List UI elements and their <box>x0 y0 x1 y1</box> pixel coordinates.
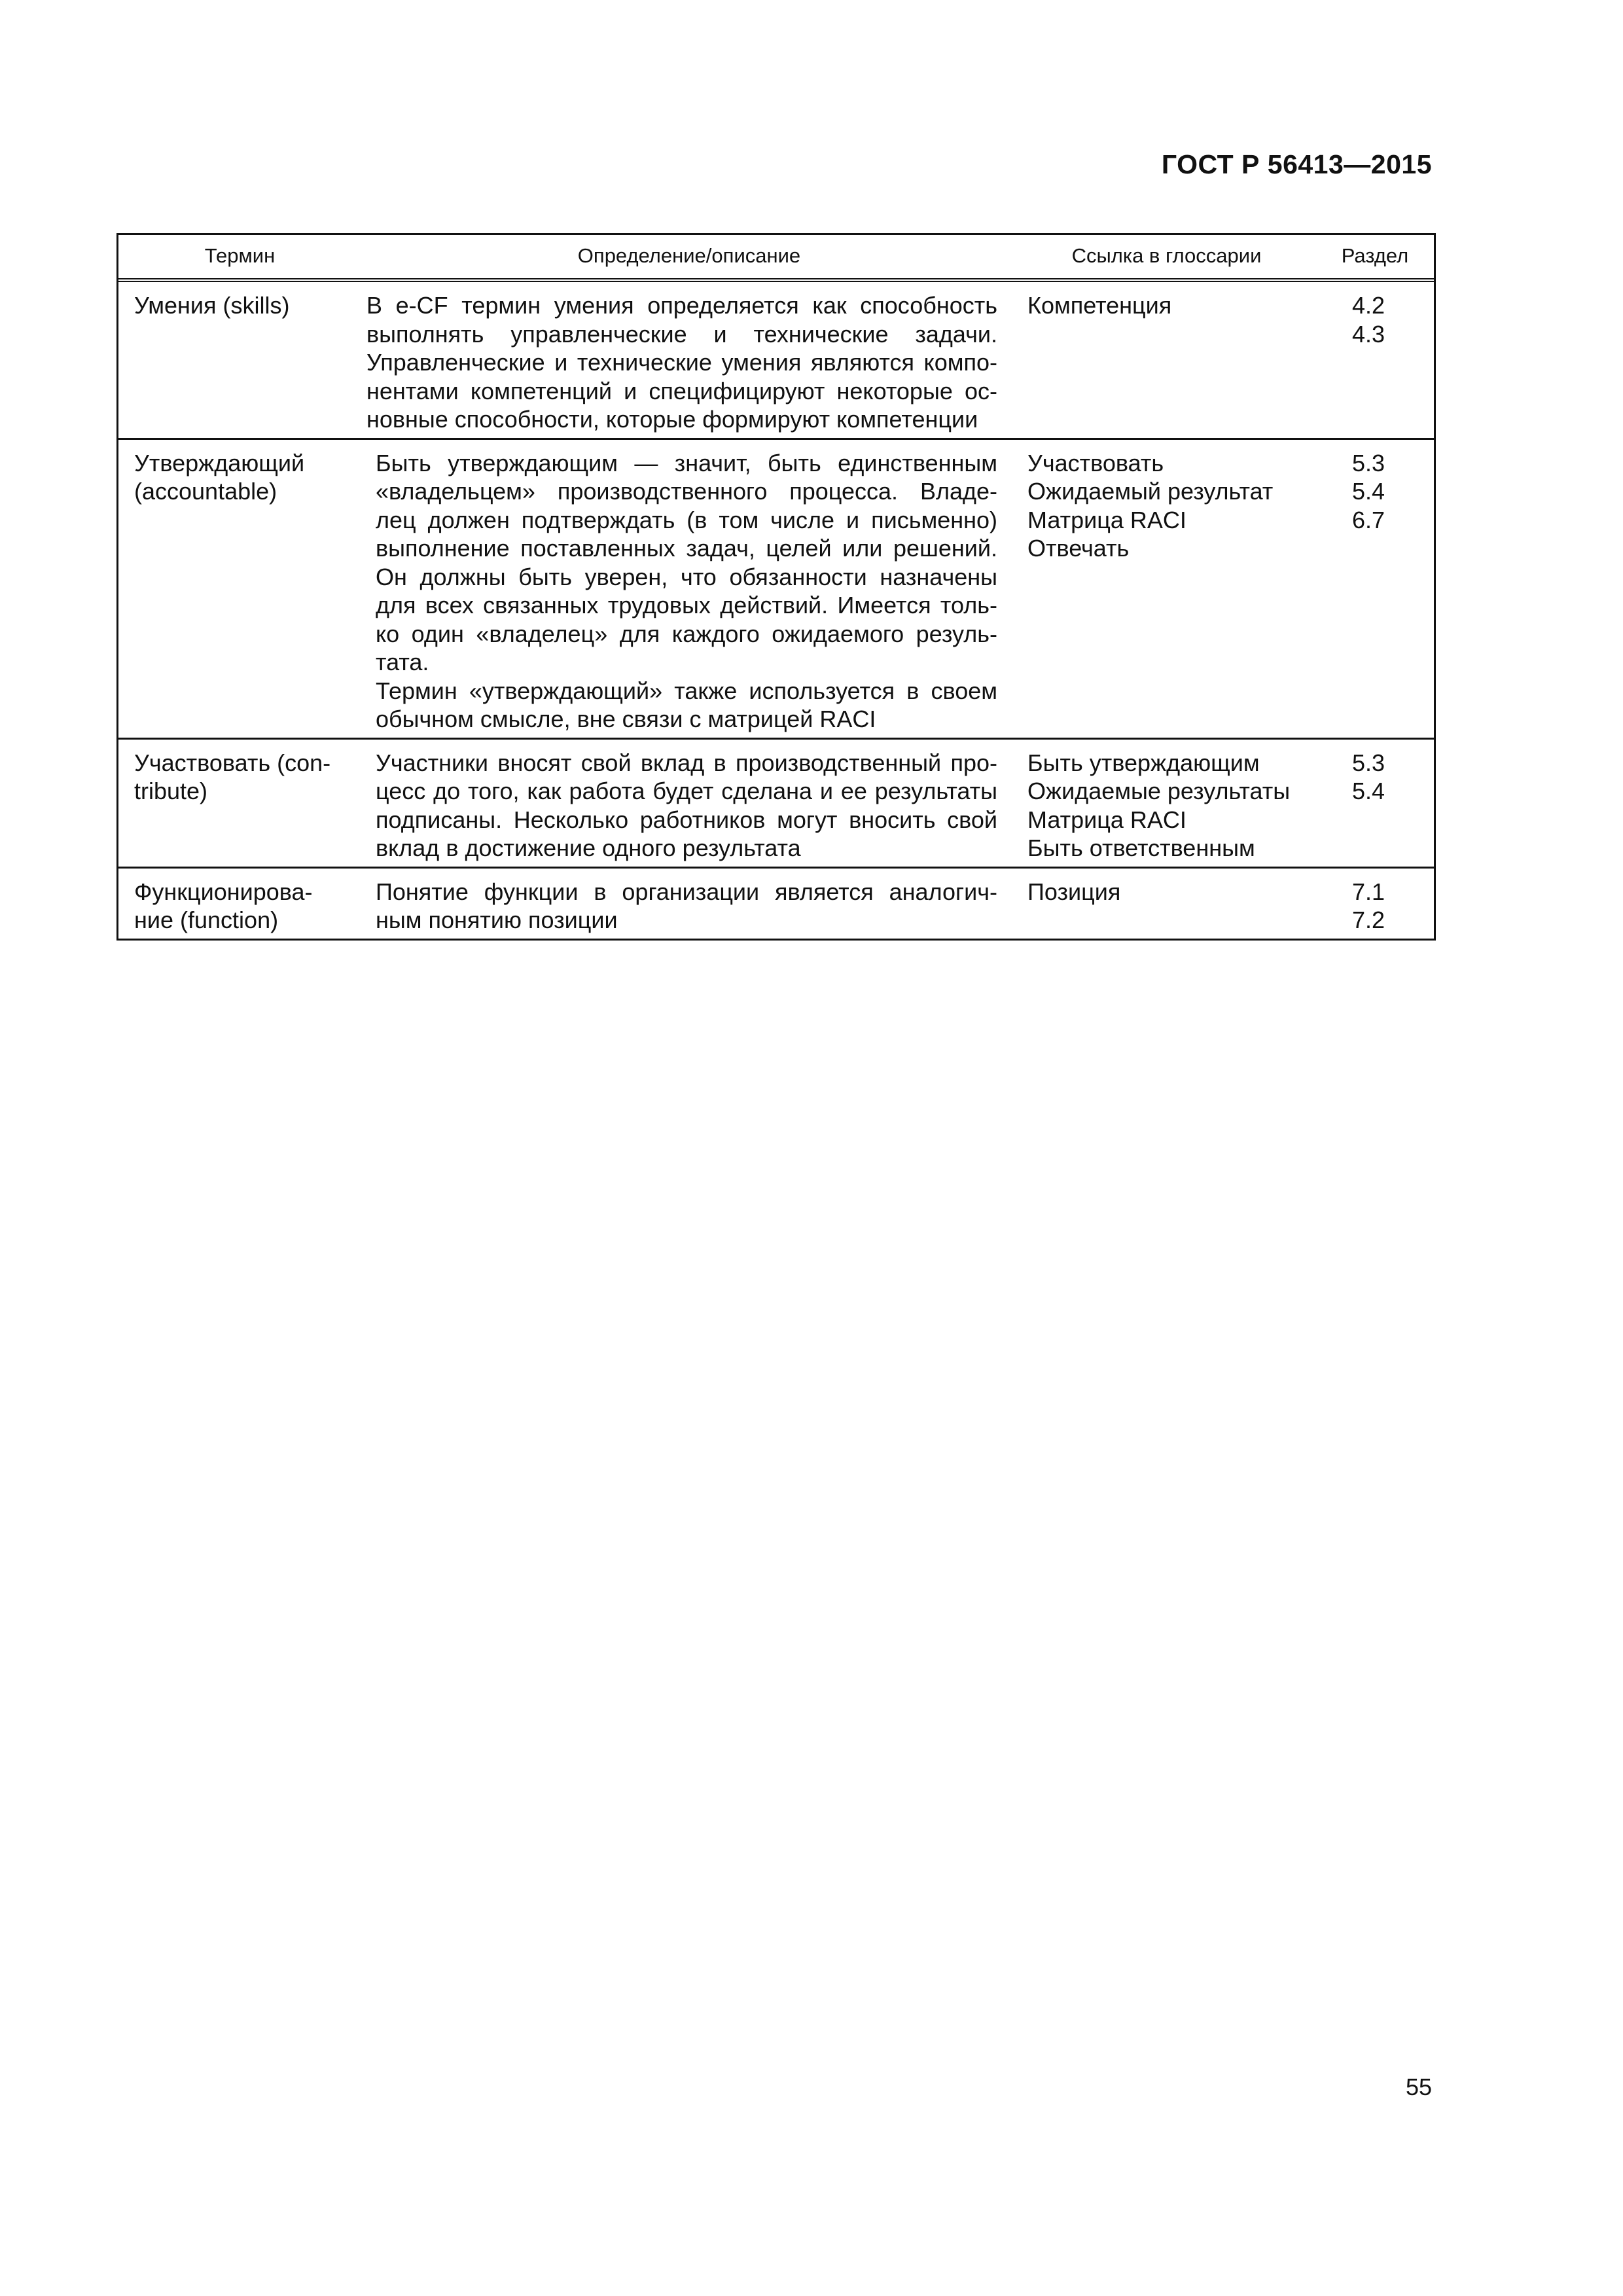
term-cell <box>118 439 361 738</box>
definition-line: «владельцем» производственного процесса. Владе- <box>376 478 997 505</box>
section-cell <box>1316 738 1434 867</box>
column-header-glossary-ref: Ссылка в глоссарии <box>1017 235 1316 280</box>
glossary-ref-cell <box>1017 439 1316 738</box>
glossary-ref: Матрица RACI <box>1027 806 1186 833</box>
glossary-ref: Позиция <box>1027 878 1121 905</box>
definition-line: Он должны быть уверен, что обязанности назначены <box>376 563 997 590</box>
table-row <box>118 738 1434 867</box>
term-line: Функционирова- <box>134 878 313 905</box>
glossary-ref-cell <box>1017 738 1316 867</box>
glossary-ref: Быть ответственным <box>1027 834 1255 861</box>
glossary-ref: Компетенция <box>1027 292 1172 319</box>
term-line: ние (function) <box>134 906 279 933</box>
section-cell <box>1316 439 1434 738</box>
definition-line: для всех связанных трудовых действий. Имеется толь- <box>376 592 997 619</box>
section-cell <box>1316 867 1434 939</box>
term-line: Умения (skills) <box>134 292 290 319</box>
term-line: Утверждающий <box>134 449 305 476</box>
column-header-term: Термин <box>118 235 361 280</box>
definition-line: вклад в достижение одного результата <box>376 834 801 861</box>
document-code: ГОСТ Р 56413—2015 <box>1161 149 1432 179</box>
column-header-definition: Определение/описание <box>361 235 1017 280</box>
definition-cell <box>361 867 1017 939</box>
table-row <box>118 867 1434 939</box>
term-cell <box>118 280 361 439</box>
glossary-ref: Отвечать <box>1027 535 1130 562</box>
definition-line: цесс до того, как работа будет сделана и ее результаты <box>376 778 997 804</box>
column-header-section: Раздел <box>1316 235 1434 280</box>
section-number: 7.2 <box>1351 906 1385 933</box>
definition-cell <box>361 439 1017 738</box>
term-line: Участвовать (con- <box>134 749 331 776</box>
glossary-ref: Быть утверждающим <box>1027 749 1260 776</box>
definition-line: Термин «утверждающий» также используется в своем <box>376 677 997 704</box>
section-number: 5.4 <box>1351 778 1385 804</box>
definition-line: ко один «владелец» для каждого ожидаемого резуль- <box>376 620 997 647</box>
definition-line: новные способности, которые формируют компетенции <box>366 406 978 433</box>
section-number: 5.3 <box>1351 749 1385 776</box>
section-number: 6.7 <box>1351 506 1385 533</box>
definition-line: ным понятию позиции <box>376 906 618 933</box>
definition-line: выполнение поставленных задач, целей или решений. <box>376 535 997 562</box>
section-number: 5.3 <box>1351 449 1385 476</box>
definition-line: тата. <box>376 649 429 675</box>
table-row <box>118 280 1434 439</box>
glossary-ref-cell <box>1017 867 1316 939</box>
section-cell <box>1316 280 1434 439</box>
definition-line: обычном смысле, вне связи с матрицей RACI <box>376 706 876 732</box>
table-row <box>118 439 1434 738</box>
term-line: (accountable) <box>134 478 277 505</box>
glossary-ref: Участвовать <box>1027 449 1164 476</box>
definition-cell <box>361 280 1017 439</box>
term-line: tribute) <box>134 778 208 804</box>
definition-line: лец должен подтверждать (в том числе и письменно) <box>376 506 997 533</box>
definition-line: выполнять управленческие и технические задачи. <box>366 320 997 348</box>
definition-line: Понятие функции в организации является аналогич- <box>376 878 997 905</box>
definition-line: Быть утверждающим — значит, быть единственным <box>376 449 997 476</box>
glossary-ref-cell <box>1017 280 1316 439</box>
section-number: 5.4 <box>1351 478 1385 505</box>
section-number: 4.2 <box>1351 292 1385 319</box>
definition-line: нентами компетенций и специфицируют некоторые ос- <box>366 377 997 404</box>
page-number: 55 <box>1405 2073 1432 2100</box>
definition-line: Управленческие и технические умения являются компо- <box>366 349 997 376</box>
definition-cell <box>361 738 1017 867</box>
section-number: 4.3 <box>1351 320 1385 348</box>
glossary-ref: Матрица RACI <box>1027 506 1186 533</box>
term-cell <box>118 867 361 939</box>
section-number: 7.1 <box>1351 878 1385 905</box>
definition-line: В e-CF термин умения определяется как способность <box>366 292 997 319</box>
term-cell <box>118 738 361 867</box>
definition-line: подписаны. Несколько работников могут вносить свой <box>376 806 997 833</box>
glossary-ref: Ожидаемые результаты <box>1027 778 1291 804</box>
table-header-row <box>118 235 1434 280</box>
glossary-table <box>116 233 1436 941</box>
glossary-ref: Ожидаемый результат <box>1027 478 1274 505</box>
definition-line: Участники вносят свой вклад в производственный про- <box>376 749 997 776</box>
